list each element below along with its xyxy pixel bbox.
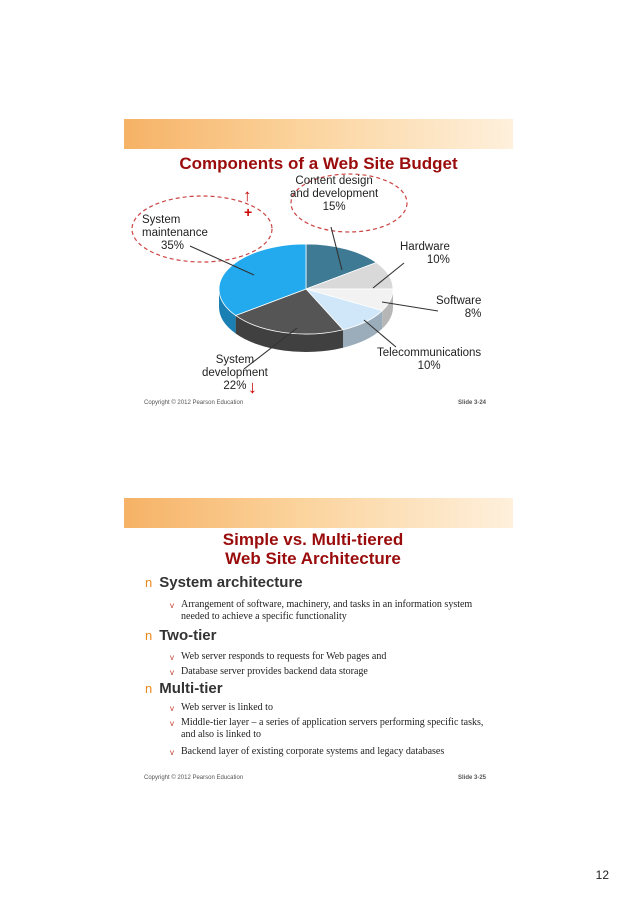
sub-marker: v [170,601,174,610]
sub-bullet [170,746,500,758]
label-system-maintenance [142,214,208,253]
label-sysdev-line1: System [215,354,255,366]
bullet-marker: n [145,575,153,590]
bullet-heading: System architecture [159,574,303,591]
slide-number: Slide 3-25 [458,775,487,781]
sub-marker: v [170,653,174,662]
label-telecommunications [377,347,481,373]
sub-bullet [170,599,500,623]
label-software-pct: 8% [464,308,482,320]
label-sysmaint-line1: System [142,214,181,226]
sub-bullet [170,702,500,714]
sub-marker: v [170,704,174,713]
bullet-multi-tier [145,680,223,697]
label-software-line1: Software [436,295,482,307]
slide-number: Slide 3-24 [458,400,487,406]
sub-bullet [170,651,500,663]
label-sysdev-pct: 22% [223,380,247,392]
bullet-heading: Two-tier [159,627,217,644]
pie-slices [219,244,393,352]
label-content-design [290,175,378,214]
label-system-development [202,354,268,393]
slide-3-24 [124,119,513,412]
sub-bullet [170,717,500,741]
arrow-down-icon: ↓ [248,377,257,397]
sub-bullet-text: Database server provides backend data storage [181,666,368,677]
bullet-heading: Multi-tier [159,680,223,697]
label-content-pct: 15% [322,201,346,213]
slide-title [193,530,433,568]
sub-bullet-text: Middle-tier layer – a series of application servers performing specific tasks, and also is linked to [181,717,484,740]
slide-title: Components of a Web Site Budget [179,154,458,173]
sub-bullet [170,666,500,678]
sub-marker: v [170,748,174,757]
bullet-marker: n [145,681,153,696]
sub-bullet-text: Web server responds to requests for Web pages and [181,651,387,662]
sub-bullet-text: Backend layer of existing corporate systems and legacy databases [181,746,445,757]
label-telecom-pct: 10% [417,360,441,372]
bullet-two-tier [145,627,216,644]
title-line2: Web Site Architecture [225,549,401,568]
bullet-system-architecture [145,574,303,591]
sub-bullet-text: Web server is linked to [181,702,273,713]
label-sysdev-line2: development [202,367,268,379]
slide-3-25 [124,498,513,791]
plus-sign: + [244,204,253,220]
label-telecom-line1: Telecommunications [377,347,482,359]
bullet-marker: n [145,628,153,643]
label-software [436,295,481,321]
label-hardware-line1: Hardware [400,241,450,253]
arrow-up-icon: ↑ [243,186,252,205]
sub-marker: v [170,719,174,728]
copyright: Copyright © 2012 Pearson Education [144,775,244,781]
header-band [124,498,513,528]
page-number: 12 [595,868,609,882]
sub-bullet-text: Arrangement of software, machinery, and tasks in an information system needed to achieve a specific functionality [181,599,473,622]
label-content-line1: Content design [295,175,373,187]
label-content-line2: and development [290,188,379,200]
label-sysmaint-pct: 35% [161,240,185,252]
label-hardware [400,241,450,267]
title-line1: Simple vs. Multi-tiered [222,530,404,549]
label-sysmaint-line2: maintenance [142,227,208,239]
copyright: Copyright © 2012 Pearson Education [144,400,244,406]
label-hardware-pct: 10% [426,254,450,266]
sub-marker: v [170,668,174,677]
